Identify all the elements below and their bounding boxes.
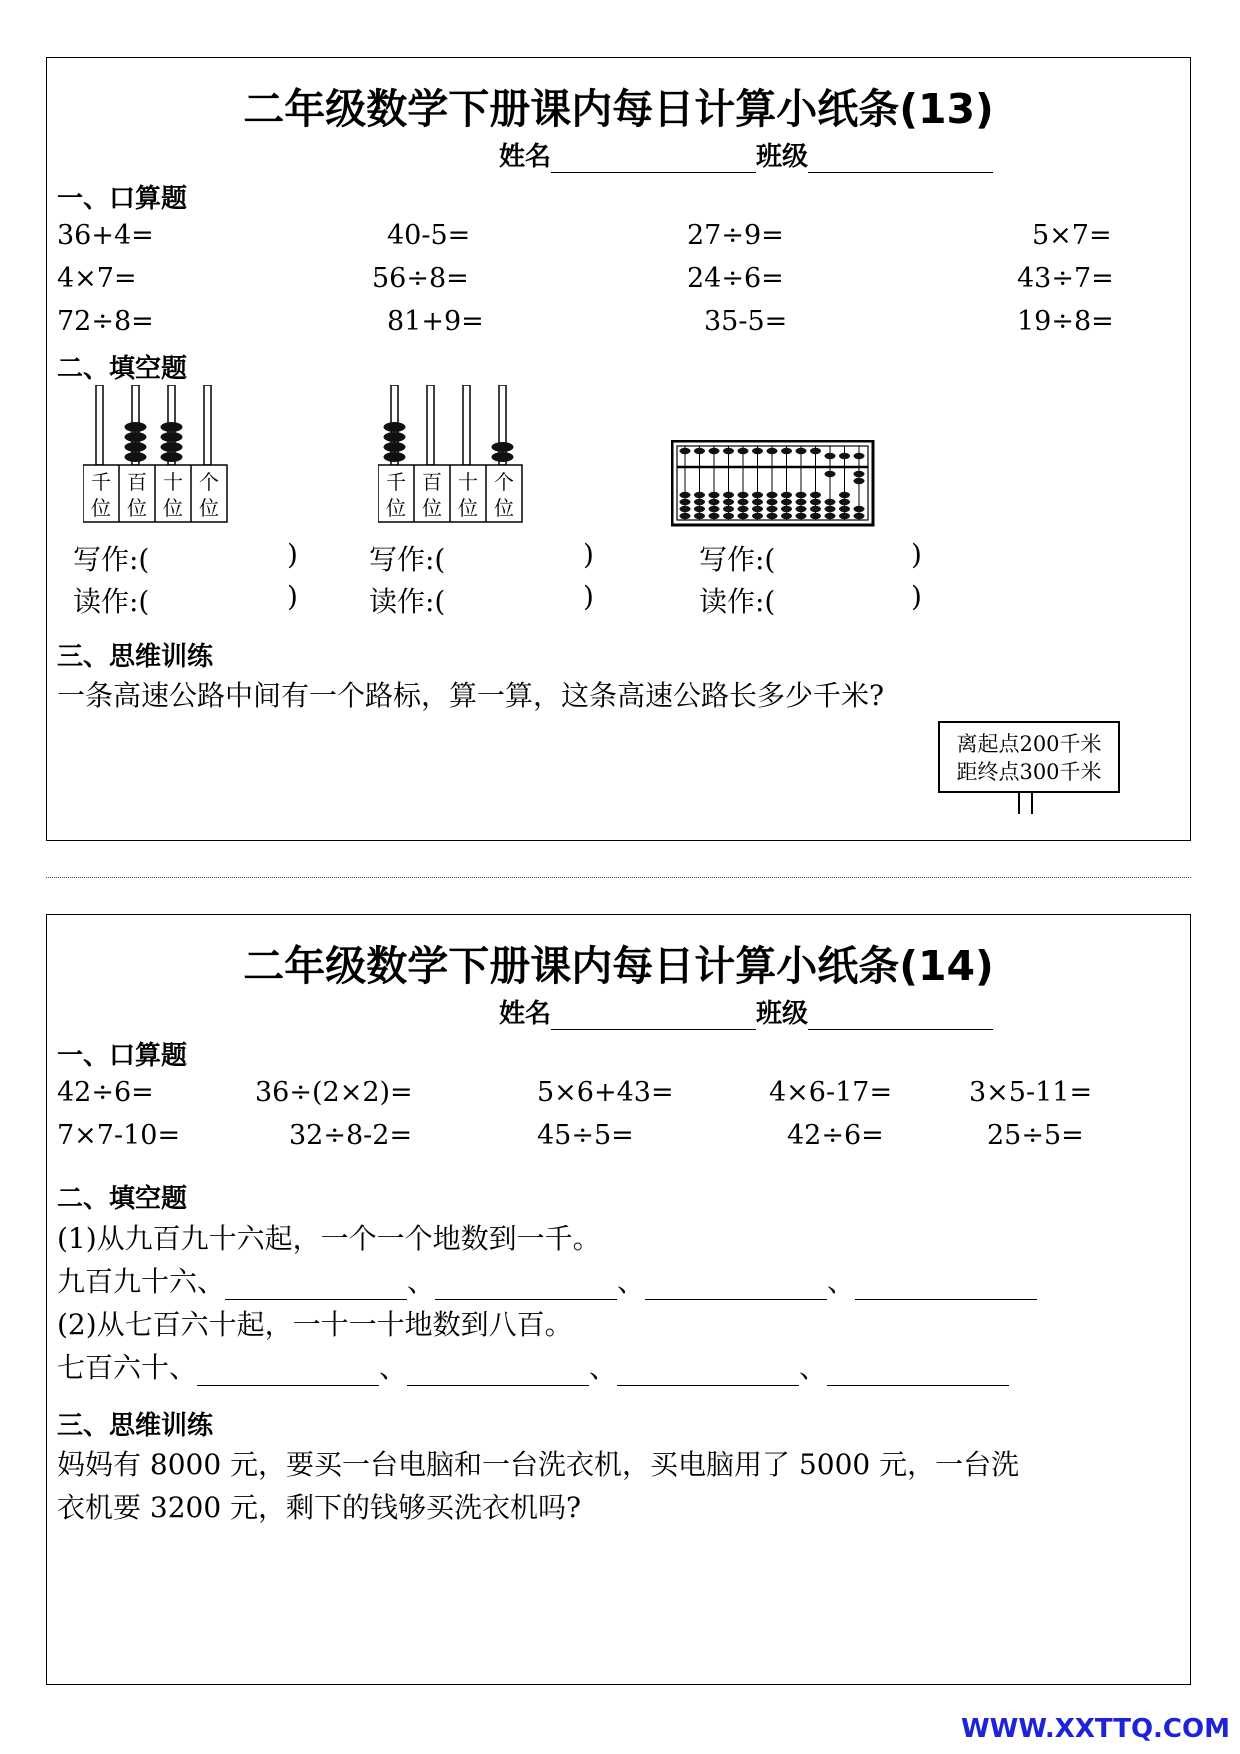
- abacus-bead: [854, 513, 865, 519]
- place-label: 十: [458, 470, 478, 494]
- abacus-bead: [752, 513, 763, 519]
- abacus-bead: [781, 492, 792, 498]
- worksheet-14: [46, 914, 1191, 1685]
- worksheet-title: 二年级数学下册课内每日计算小纸条(14): [243, 942, 994, 990]
- abacus-bead: [723, 513, 734, 519]
- sign-line-1: 离起点200千米: [956, 732, 1102, 756]
- abacus-bead: [767, 492, 778, 498]
- fill-question-1: (1)从九百九十六起，一个一个地数到一千。: [57, 1222, 601, 1255]
- answer-blank[interactable]: [407, 1357, 589, 1386]
- place-label: 个: [494, 470, 514, 494]
- math-problem: 4×6-17=: [769, 1077, 893, 1108]
- abacus-bead: [709, 448, 720, 454]
- abacus-bead: [810, 506, 821, 512]
- abacus-bead: [781, 448, 792, 454]
- abacus-bead: [839, 453, 850, 459]
- abacus-bead: [825, 453, 836, 459]
- answer-blank[interactable]: [435, 1271, 617, 1300]
- read-label: 读作:(: [369, 585, 446, 618]
- section-fill-blank: 二、填空题: [57, 354, 188, 384]
- abacus-bead: [796, 499, 807, 505]
- abacus-bead: [839, 513, 850, 519]
- place-label: 位: [458, 496, 478, 520]
- abacus-bead: [709, 492, 720, 498]
- abacus-bead: [781, 513, 792, 519]
- abacus-bead: [767, 513, 778, 519]
- counting-frame-1: [83, 385, 233, 525]
- close-paren: ): [583, 538, 594, 571]
- place-label: 位: [386, 496, 406, 520]
- abacus-bead: [781, 499, 792, 505]
- name-label: 姓名: [499, 999, 552, 1029]
- separator: 、: [827, 1265, 856, 1298]
- class-label: 班级: [756, 999, 809, 1029]
- suanpan-abacus: [671, 440, 876, 528]
- abacus-bead: [752, 448, 763, 454]
- abacus-bead: [680, 448, 691, 454]
- close-paren: ): [911, 580, 922, 613]
- math-problem: 32÷8-2=: [289, 1120, 413, 1151]
- abacus-bead: [709, 499, 720, 505]
- separator: 、: [589, 1351, 618, 1384]
- abacus-bead: [694, 492, 705, 498]
- abacus-bead: [752, 492, 763, 498]
- abacus-bead: [680, 506, 691, 512]
- abacus-bead: [738, 506, 749, 512]
- abacus-bead: [738, 499, 749, 505]
- place-label: 位: [163, 496, 183, 520]
- abacus-bead: [752, 506, 763, 512]
- bead-stack-hundreds: [125, 422, 147, 462]
- section-thinking: 三、思维训练: [57, 642, 214, 672]
- abacus-bead: [839, 499, 850, 505]
- place-label: 百: [127, 470, 147, 494]
- fill-row-1: [57, 1260, 1037, 1300]
- math-problem: 19÷8=: [1017, 306, 1114, 337]
- abacus-bead: [810, 513, 821, 519]
- answer-blank[interactable]: [617, 1357, 799, 1386]
- math-problem: 43÷7=: [1017, 263, 1114, 294]
- cut-line: [46, 877, 1191, 878]
- counting-frame-2: [378, 385, 528, 525]
- abacus-bead: [738, 448, 749, 454]
- abacus-bead: [738, 513, 749, 519]
- name-class-row: [499, 136, 993, 173]
- road-sign: [937, 720, 1127, 820]
- site-watermark: WWW.XXTTQ.COM: [961, 1714, 1230, 1744]
- answer-blank[interactable]: [855, 1271, 1037, 1300]
- separator: 、: [617, 1265, 646, 1298]
- place-label: 个: [199, 470, 219, 494]
- abacus-bead: [694, 506, 705, 512]
- write-label: 写作:(: [73, 543, 150, 576]
- bead-stack-ones: [492, 442, 514, 462]
- abacus-bead: [709, 513, 720, 519]
- abacus-bead: [723, 448, 734, 454]
- abacus-bead: [694, 499, 705, 505]
- math-problem: 72÷8=: [57, 306, 154, 337]
- math-problem: 4×7=: [57, 263, 137, 294]
- math-problem: 5×6+43=: [537, 1077, 674, 1108]
- name-blank[interactable]: [551, 144, 756, 173]
- write-answer-1: [73, 538, 149, 578]
- abacus-bead: [839, 506, 850, 512]
- abacus-bead: [723, 506, 734, 512]
- write-answer-3: [699, 538, 775, 578]
- abacus-bead: [694, 448, 705, 454]
- math-problem: 35-5=: [704, 306, 788, 337]
- abacus-bead: [781, 506, 792, 512]
- separator: 、: [379, 1351, 408, 1384]
- sign-line-2: 距终点300千米: [956, 760, 1102, 784]
- math-problem: 24÷6=: [687, 263, 784, 294]
- abacus-bead: [796, 513, 807, 519]
- abacus-bead: [680, 492, 691, 498]
- abacus-bead: [825, 499, 836, 505]
- math-problem: 42÷6=: [57, 1077, 154, 1108]
- math-problem: 40-5=: [387, 220, 471, 251]
- math-problem: 7×7-10=: [57, 1120, 181, 1151]
- abacus-bead: [723, 492, 734, 498]
- section-fill-blank: 二、填空题: [57, 1184, 188, 1214]
- abacus-bead: [810, 492, 821, 498]
- separator: 、: [799, 1351, 828, 1384]
- place-label: 千: [386, 470, 406, 494]
- write-label: 写作:(: [369, 543, 446, 576]
- answer-blank[interactable]: [225, 1271, 407, 1300]
- section-mental-math: 一、口算题: [57, 1041, 188, 1071]
- answer-blank[interactable]: [197, 1357, 379, 1386]
- place-label: 位: [422, 496, 442, 520]
- write-label: 写作:(: [699, 543, 776, 576]
- place-label: 位: [494, 496, 514, 520]
- abacus-bead: [767, 506, 778, 512]
- class-label: 班级: [756, 142, 809, 172]
- read-label: 读作:(: [73, 585, 150, 618]
- abacus-bead: [796, 448, 807, 454]
- answer-blank[interactable]: [645, 1271, 827, 1300]
- abacus-bead: [680, 513, 691, 519]
- read-answer-3: [699, 580, 775, 620]
- abacus-bead: [723, 499, 734, 505]
- abacus-bead: [796, 492, 807, 498]
- fill-question-2: (2)从七百六十起，一十一十地数到八百。: [57, 1308, 573, 1341]
- abacus-bead: [680, 499, 691, 505]
- math-problem: 42÷6=: [787, 1120, 884, 1151]
- place-label: 百: [422, 470, 442, 494]
- math-problem: 36÷(2×2)=: [255, 1077, 413, 1108]
- section-thinking: 三、思维训练: [57, 1411, 214, 1441]
- math-problem: 3×5-11=: [969, 1077, 1093, 1108]
- abacus-bead: [810, 499, 821, 505]
- abacus-bead: [854, 471, 865, 477]
- read-label: 读作:(: [699, 585, 776, 618]
- abacus-bead: [738, 492, 749, 498]
- fill-start: 九百九十六、: [57, 1265, 226, 1298]
- abacus-bead: [694, 513, 705, 519]
- abacus-bead: [825, 513, 836, 519]
- write-answer-2: [369, 538, 445, 578]
- answer-blank[interactable]: [827, 1357, 1009, 1386]
- abacus-bead: [854, 478, 865, 484]
- abacus-bead: [767, 499, 778, 505]
- close-paren: ): [911, 538, 922, 571]
- abacus-bead: [854, 453, 865, 459]
- abacus-bead: [709, 506, 720, 512]
- abacus-bead: [825, 471, 836, 477]
- name-label: 姓名: [499, 142, 552, 172]
- abacus-bead: [825, 506, 836, 512]
- abacus-bead: [796, 506, 807, 512]
- math-problem: 81+9=: [387, 306, 484, 337]
- math-problem: 45÷5=: [537, 1120, 634, 1151]
- math-problem: 56÷8=: [372, 263, 469, 294]
- bead-stack-thousands: [384, 422, 406, 462]
- math-problem: 5×7=: [1032, 220, 1112, 251]
- math-problem: 25÷5=: [987, 1120, 1084, 1151]
- section-mental-math: 一、口算题: [57, 184, 188, 214]
- place-label: 十: [163, 470, 183, 494]
- close-paren: ): [287, 538, 298, 571]
- place-label: 位: [199, 496, 219, 520]
- worksheet-title: 二年级数学下册课内每日计算小纸条(13): [243, 85, 994, 133]
- close-paren: ): [287, 580, 298, 613]
- word-problem-line-1: 妈妈有 8000 元，要买一台电脑和一台洗衣机，买电脑用了 5000 元，一台洗: [57, 1448, 1020, 1481]
- math-problem: 36+4=: [57, 220, 154, 251]
- place-label: 位: [91, 496, 111, 520]
- place-label: 千: [91, 470, 111, 494]
- name-blank[interactable]: [551, 1001, 756, 1030]
- word-problem: 一条高速公路中间有一个路标，算一算，这条高速公路长多少千米?: [57, 679, 885, 712]
- name-class-row: [499, 993, 993, 1030]
- abacus-bead: [810, 448, 821, 454]
- math-problem: 27÷9=: [687, 220, 784, 251]
- bead-stack-tens: [161, 422, 183, 462]
- separator: 、: [407, 1265, 436, 1298]
- place-label: 位: [127, 496, 147, 520]
- abacus-bead: [854, 506, 865, 512]
- class-blank[interactable]: [808, 1001, 993, 1030]
- fill-start: 七百六十、: [57, 1351, 198, 1384]
- close-paren: ): [583, 580, 594, 613]
- abacus-bead: [752, 499, 763, 505]
- class-blank[interactable]: [808, 144, 993, 173]
- fill-row-2: [57, 1346, 1009, 1386]
- worksheet-13: [46, 57, 1191, 841]
- read-answer-1: [73, 580, 149, 620]
- word-problem-line-2: 衣机要 3200 元，剩下的钱够买洗衣机吗?: [57, 1491, 582, 1524]
- abacus-bead: [767, 448, 778, 454]
- read-answer-2: [369, 580, 445, 620]
- abacus-bead: [839, 492, 850, 498]
